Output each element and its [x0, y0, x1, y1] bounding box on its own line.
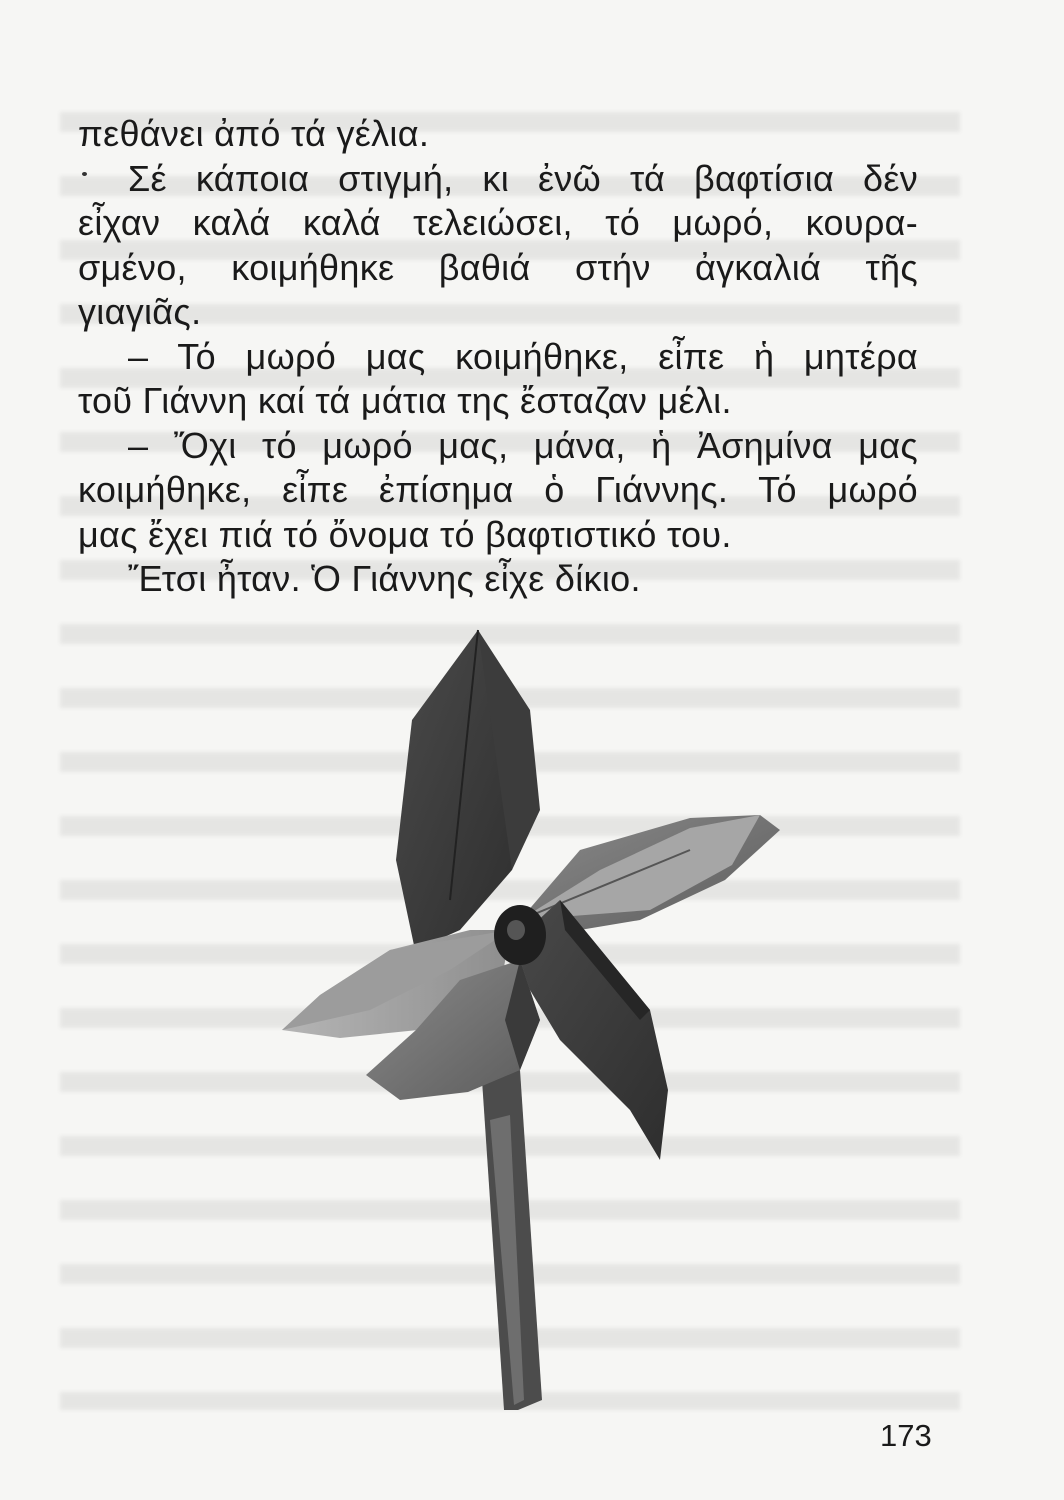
text-line: σμένο, κοιμήθηκε βαθιά στήν ἀγκαλιά τῆς — [78, 246, 918, 288]
text-line: Ἔτσι ἦταν. Ὁ Γιάννης εἶχε δίκιο. — [128, 558, 641, 599]
text-line: εἶχαν καλά καλά τελειώσει, τό μωρό, κουρα- — [78, 202, 918, 243]
text-line: τοῦ Γιάννη καί τά μάτια της ἔσταζαν μέλι. — [78, 380, 732, 421]
text-line: γιαγιᾶς. — [78, 291, 202, 332]
pinwheel-blade-top — [396, 630, 540, 950]
pinwheel-illustration — [220, 600, 980, 1410]
pinwheel-hub — [494, 905, 546, 965]
text-line: μας ἔχει πιά τό ὄνομα τό βαφτιστικό του. — [78, 513, 732, 555]
text-line: Σέ κάποια στιγμή, κι ἐνῶ τά βαφτίσια δέν — [128, 157, 918, 199]
text-line: πεθάνει ἀπό τά γέλια. — [78, 113, 430, 154]
text-line: – Τό μωρό μας κοιμήθηκε, εἶπε ἡ μητέρα — [128, 335, 918, 377]
text-line: κοιμήθηκε, εἶπε ἐπίσημα ὁ Γιάννης. Τό μωρό — [78, 469, 918, 510]
text-line: – Ὄχι τό μωρό μας, μάνα, ἡ Ἀσημίνα μας — [128, 424, 918, 466]
story-text — [78, 112, 918, 602]
pinwheel-stick — [482, 1070, 542, 1410]
page-number: 173 — [880, 1418, 932, 1453]
